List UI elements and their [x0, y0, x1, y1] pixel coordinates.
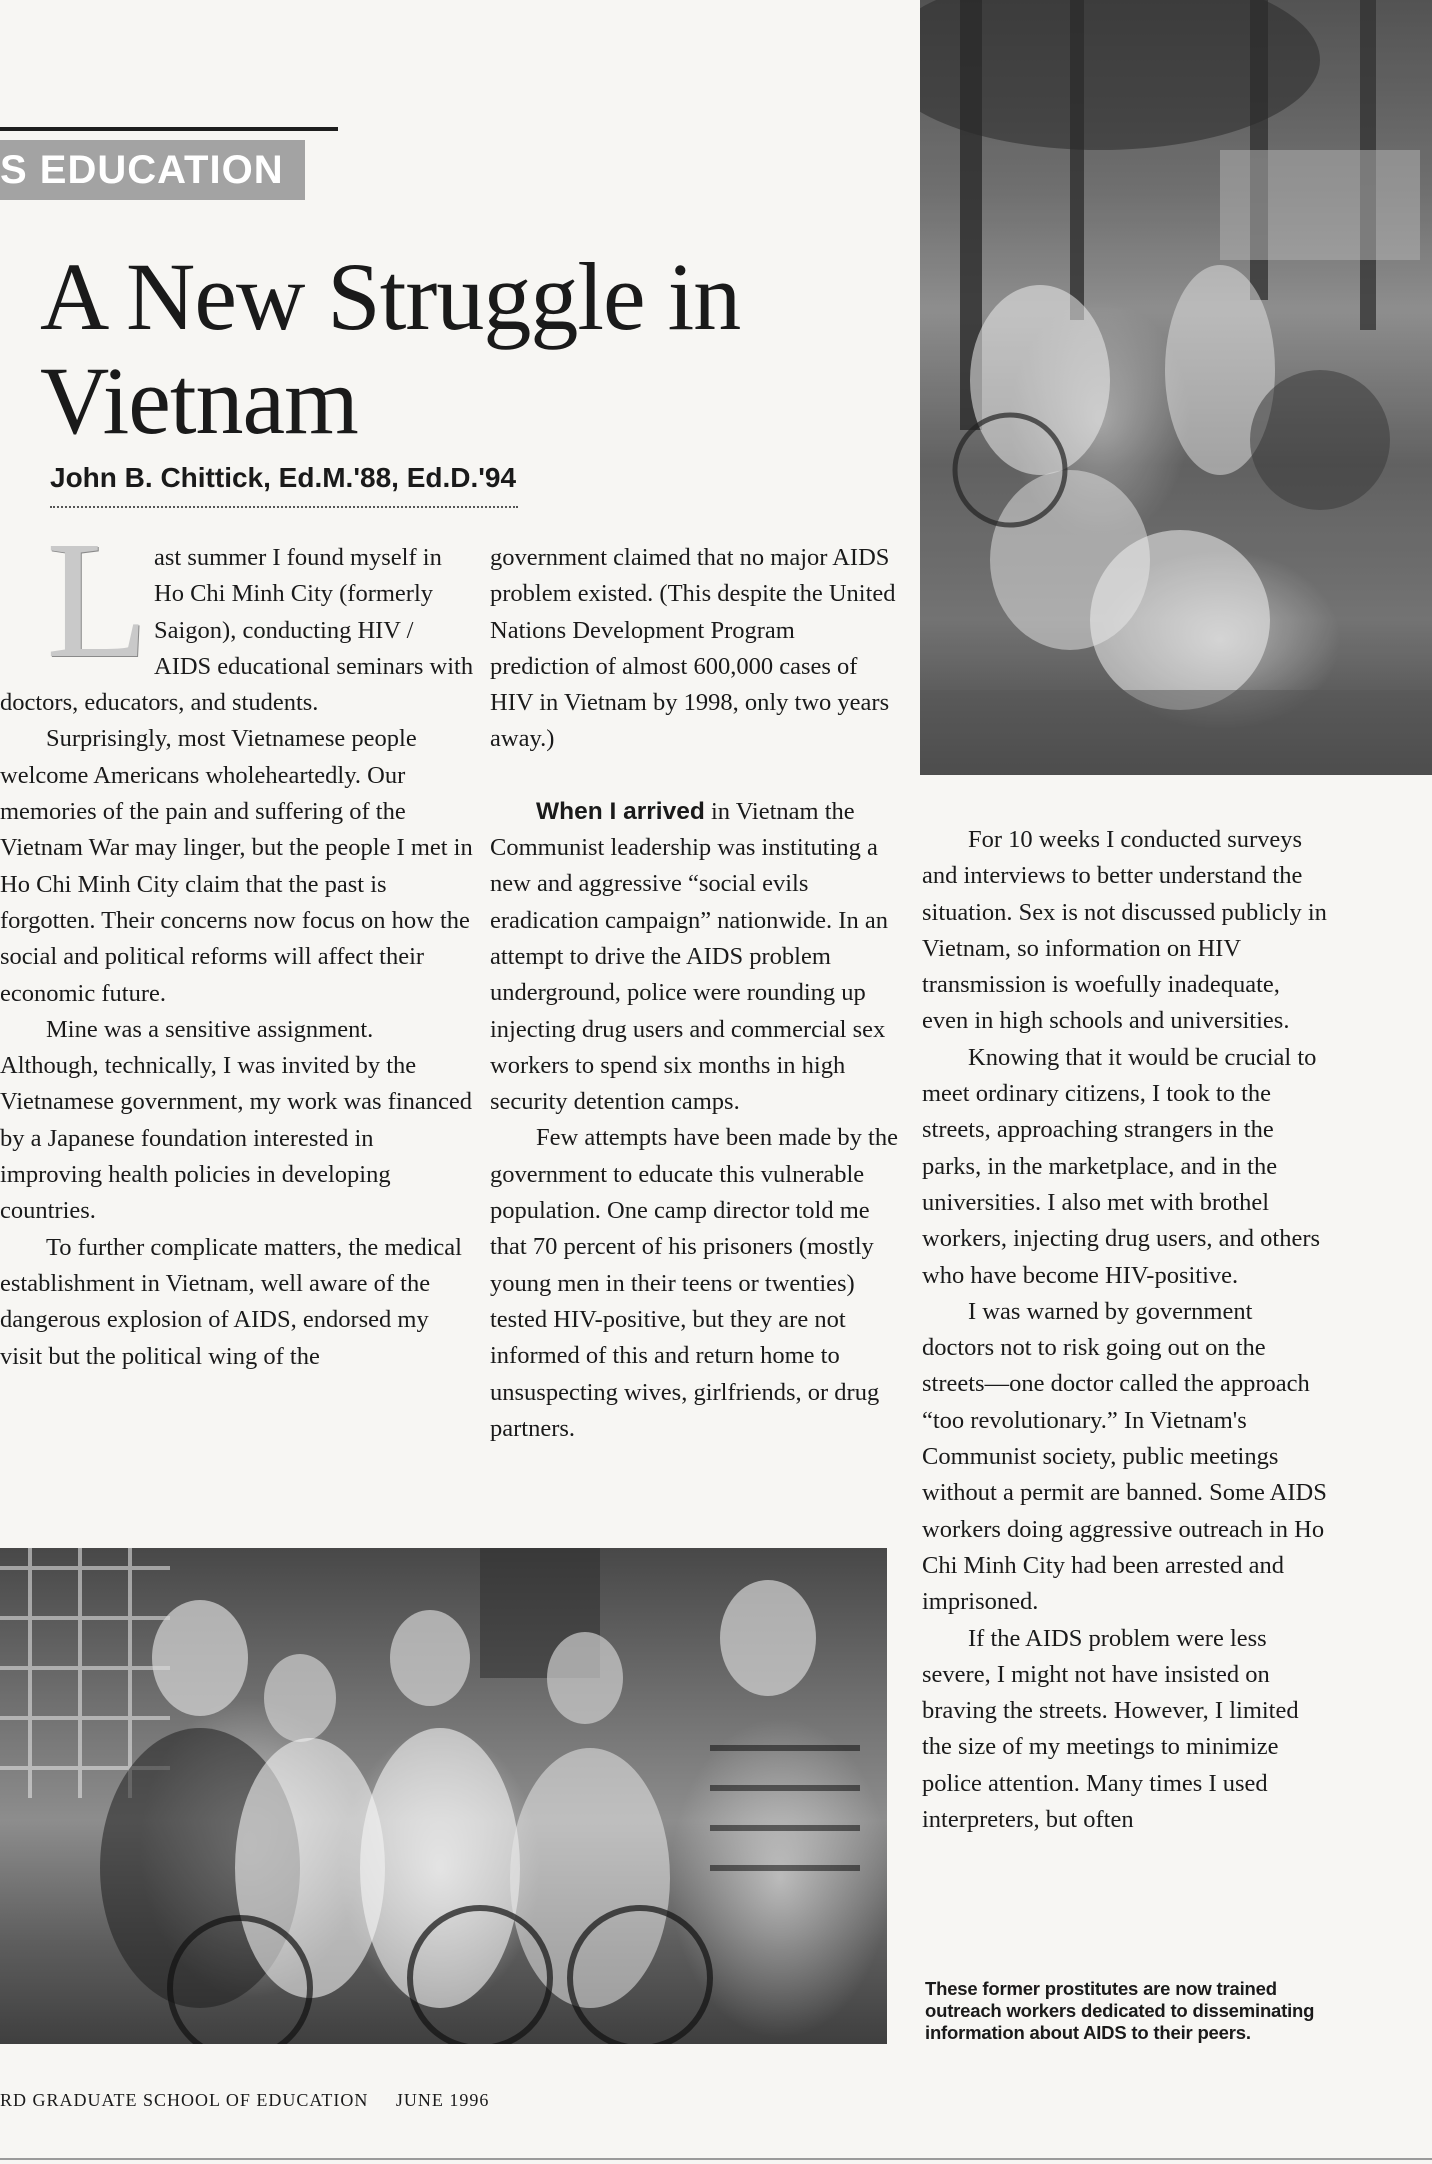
street-scene-photo-shapes	[920, 0, 1432, 775]
col2-p2-text: in Vietnam the Communist leadership was instituting a new and aggressive “social evils eradication campaign” nationwide. In an attempt to drive the AIDS problem underground, police were rounding up injecting drug users and commercial sex workers to spend six months in high security detention camps.	[490, 797, 888, 1116]
drop-cap-letter: L	[46, 507, 149, 693]
article-column-1	[0, 507, 475, 1375]
run-in-heading: When I arrived	[536, 797, 705, 825]
article-column-3	[922, 822, 1327, 1838]
section-rule	[0, 127, 338, 131]
col2-paragraph-2	[490, 794, 898, 1121]
col3-paragraph-4: If the AIDS problem were less severe, I might not have insisted on braving the streets. However, I limited the size of my meetings to minimize police attention. Many times I used interpreters, but often	[922, 1624, 1299, 1834]
col2-paragraph-1: government claimed that no major AIDS problem existed. (This despite the United Nations Development Program prediction of almost 600,000 cases of HIV in Vietnam by 1998, only two years away.)	[490, 544, 896, 753]
page-footer	[0, 2090, 511, 2111]
footer-date: JUNE 1996	[395, 2090, 490, 2110]
col1-paragraph-4: To further complicate matters, the medical establishment in Vietnam, well aware of the dangerous explosion of AIDS, endorsed my visit but the political wing of the	[0, 1233, 462, 1370]
col3-paragraph-2: Knowing that it would be crucial to meet ordinary citizens, I took to the streets, approaching strangers in the parks, in the marketplace, and in the universities. I also met with brothel workers, injecting drug users, and others who have become HIV-positive.	[922, 1043, 1321, 1289]
bottom-rule	[0, 2158, 1432, 2160]
street-scene-photo	[920, 0, 1432, 775]
col3-paragraph-1: For 10 weeks I conducted surveys and interviews to better understand the situation. Sex is not discussed publicly in Vietnam, so information on HIV transmission is woefully inadequate, even in high schools and universities.	[922, 826, 1327, 1035]
col1-paragraph-1	[0, 507, 475, 721]
photo-caption: These former prostitutes are now trained outreach workers dedicated to disseminating information about AIDS to their peers.	[925, 1978, 1315, 2043]
col2-paragraph-3: Few attempts have been made by the government to educate this vulnerable population. One camp director told me that 70 percent of his prisoners (mostly young men in their teens or twenties) tested HIV-positive, but they are not informed of this and return home to unsuspecting wives, girlfriends, or drug partners.	[490, 1124, 898, 1442]
col1-paragraph-2: Surprisingly, most Vietnamese people welcome Americans wholeheartedly. Our memories of the pain and suffering of the Vietnam War may linger, but the people I met in Ho Chi Minh City claim that the past is forgotten. Their concerns now focus on how the social and political reforms will affect their economic future.	[0, 725, 473, 1007]
byline: John B. Chittick, Ed.M.'88, Ed.D.'94	[50, 462, 517, 493]
col3-paragraph-3: I was warned by government doctors not to risk going out on the streets—one doctor called the approach “too revolutionary.” In Vietnam's Communist society, public meetings without a permit are banned. Some AIDS workers doing aggressive outreach in Ho Chi Minh City had been arrested and imprisoned.	[922, 1297, 1327, 1616]
col1-p1-text: ast summer I found myself in Ho Chi Minh City (formerly Saigon), conducting HIV / AIDS educational seminars with doctors, educators, and students.	[0, 544, 474, 717]
article-title: A New Struggle in Vietnam	[40, 243, 741, 454]
drop-cap	[46, 507, 149, 693]
section-banner: S EDUCATION	[0, 140, 305, 200]
footer-publication: RD GRADUATE SCHOOL OF EDUCATION	[0, 2090, 369, 2110]
col1-paragraph-3: Mine was a sensitive assignment. Although, technically, I was invited by the Vietnamese government, my work was financed by a Japanese foundation interested in improving health policies in developing countries.	[0, 1015, 473, 1225]
article-column-2	[490, 540, 898, 1447]
outreach-workers-photo	[0, 1548, 887, 2044]
outreach-workers-photo-shapes	[0, 1548, 887, 2044]
